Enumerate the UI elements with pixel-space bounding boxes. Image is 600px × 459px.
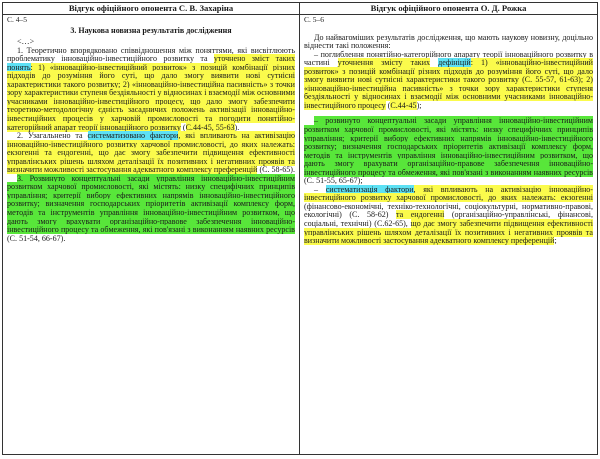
- right-column-header: Відгук офіційного опонента О. Д. Рожка: [300, 3, 597, 15]
- left-paragraph-3: [7, 175, 295, 243]
- text-run: (фінансово-економічні, техніко-технологічні, соціокультурні, нормативно-правові, екологічні) (С. 58-62): [304, 201, 593, 220]
- left-paragraph-2: [7, 132, 295, 175]
- left-page-ref: С. 4–5: [7, 15, 28, 24]
- highlighted-text: , які впливають на активізацію інноваційно-інвестиційного розвитку харчової промисловості, до яких належать: екзогенні та ендогенні, що дає змогу забезпечити підвищення ефективності управлінських рішень шляхом деталізації їх позитивних і негативних проявів та визначити можливості застосування адекватного комплексу преференцій: [7, 131, 295, 175]
- text-run: ;: [554, 236, 557, 246]
- highlighted-text: : 1) «інноваційно-інвестиційний розвиток» з позицій комбінації різних підходів до розуміння його суті, що дало змогу виявити нові сутнісні характеристики такого розвитку (С. 55-57, 61-63); 2) «інноваційно-інвестиційна пасивність» з точки зору характеристики ступеня бездіяльності у відносинах і взаємодії між основними учасниками інноваційно-інвестиційного процесу: [304, 58, 593, 110]
- highlighted-text: що дає змогу забезпечити підвищення ефективності управлінських рішень шляхом деталізації їх позитивних і негативних проявів та визначити можливості застосування адекватного комплексу преференцій: [304, 219, 593, 246]
- text-run: (С. 51-55, 65-67);: [304, 176, 363, 186]
- highlighted-text: систематизація фактори: [325, 184, 414, 194]
- left-ellipsis: <…>: [17, 37, 35, 47]
- text-run: (організаційно-управлінські, фінансові, соціальні, технічні) (С.62-65),: [304, 210, 593, 229]
- highlighted-text: – розвинуто концептуальні засади управління інноваційно-інвестиційним розвитком харчової промисловості, які містять: низку специфічних принципів управління; критерії вибору ефективних напрямів інноваційно-інвестиційного розвитку; визначення господарських пріоритетів активізації комплексу форм, методів та інструментів управління інноваційно-інвестиційним розвитком, що дають змогу врахувати організаційно-правове забезпечення інноваційно-інвестиційного процесу та обмеження, які пов'язані з виконанням наявних ресурсів: [304, 116, 593, 177]
- text-run: (: [385, 100, 391, 110]
- text-run: ).: [234, 122, 240, 132]
- highlighted-text: С.44-45: [390, 100, 417, 110]
- right-paragraph-2: [304, 117, 593, 185]
- highlighted-text: систематизовано фактори: [87, 131, 179, 141]
- text-run: (: [180, 122, 186, 132]
- highlighted-text: та ендогенні: [395, 210, 445, 220]
- text-run: До найвагоміших результатів дослідження, що мають наукову новизну, доцільно віднести такі положення:: [304, 32, 593, 51]
- highlighted-text: , які впливають на активізацію інноваційно-інвестиційного розвитку харчової промисловості, до яких належать:: [304, 184, 593, 203]
- left-column-body: [3, 15, 299, 243]
- text-run: (С. 51-54, 66-67).: [7, 233, 66, 243]
- right-page-ref: С. 5–6: [304, 15, 325, 24]
- left-paragraph-1: [7, 47, 295, 132]
- right-paragraph-3: [304, 186, 593, 246]
- highlighted-text: дефініцій: [438, 58, 471, 68]
- left-section-heading: 3. Наукова новизна результатів дослідження: [70, 25, 232, 35]
- highlighted-text: понять: [7, 62, 31, 72]
- text-run: –: [314, 184, 326, 194]
- right-paragraph-1: [304, 51, 593, 111]
- text-run: );: [416, 100, 422, 110]
- right-paragraph-intro: [304, 34, 593, 51]
- text-run: 2. Узагальнено та: [17, 131, 88, 141]
- highlighted-text: уточнення змісту таких: [337, 58, 431, 68]
- left-column: [3, 3, 300, 454]
- highlighted-text: : 1) «інноваційно-інвестиційний розвиток» з позицій комбінації різних підходів до розуміння його суті, що дало змогу виявити нові сутнісні характеристики такого розвитку; 2) «інноваційно-інвестиційна пасивність» з точки зору характеристики ступеня бездіяльності у відносинах і взаємодії між основними учасниками інноваційно-інвестиційного процесу, що дало змогу забезпечити теоретико-методологічну єдність засадничих положень активізації інноваційно-інвестиційних процесів у харчовій промисловості та погодити понятійно-категорійний апарат теорії інноваційного розвитку: [7, 62, 295, 132]
- comparison-table: [2, 2, 598, 455]
- right-column-body: [300, 15, 597, 246]
- text-run: [430, 58, 438, 67]
- right-column: [300, 3, 597, 454]
- highlighted-text: 3. Розвинуто концептуальні засади управління інноваційно-інвестиційним розвитком харчової промисловості, які містять: низку специфічних принципів управління; критерії вибору ефективних напрямів інноваційно-інвестиційного розвитку; визначення господарських пріоритетів активізації комплексу форм, методів та інструментів управління інноваційно-інвестиційним розвитком, що дають змогу врахувати організаційно-правове забезпечення інноваційно-інвестиційного процесу та обмеження, які пов'язані з виконанням наявних ресурсів: [7, 173, 295, 235]
- highlighted-text: екзогенні: [560, 193, 593, 203]
- text-run: – поглиблення понятійно-категорійного апарату теорії інноваційного розвитку в частині: [304, 49, 593, 68]
- left-column-header: Відгук офіційного опонента С. В. Захаріна: [3, 3, 299, 15]
- text-run: 1. Теоретично впорядковано співвідношення між поняттями, які висвітлюють проблематику інноваційно-інвестиційного розвитку та: [7, 45, 295, 64]
- highlighted-text: уточнено зміст таких: [213, 54, 295, 64]
- text-run: (С. 58-65).: [257, 165, 295, 175]
- highlighted-text: С.44-45, 55-63: [185, 122, 235, 132]
